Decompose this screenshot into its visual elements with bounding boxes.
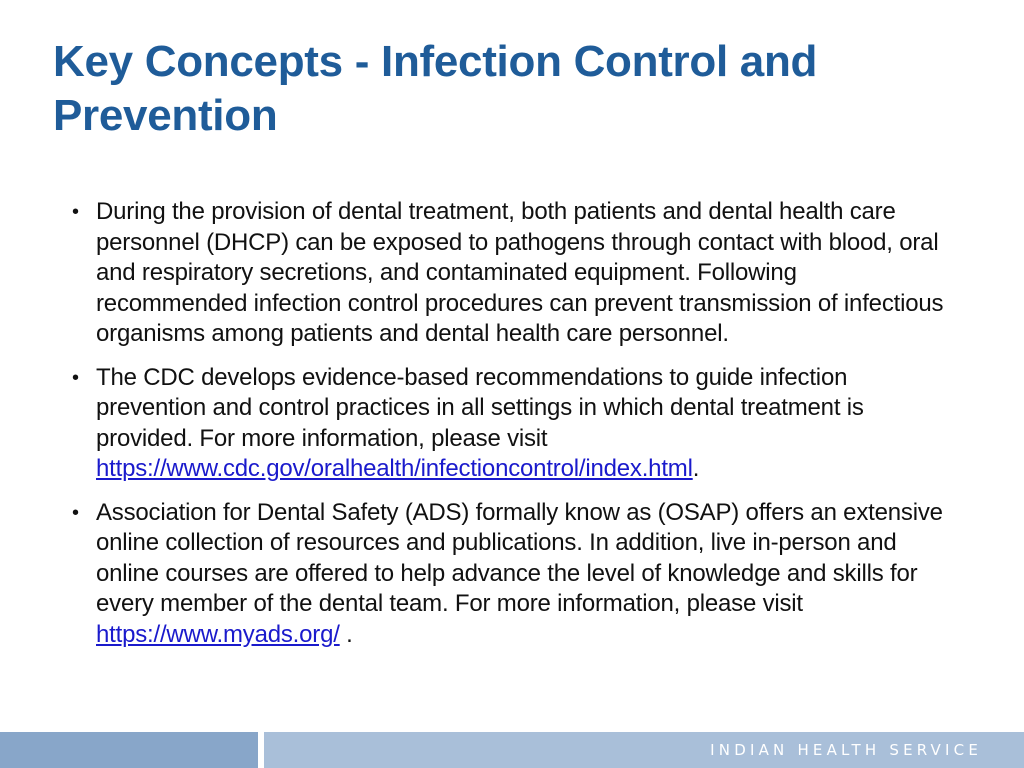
footer-band [264,732,1024,768]
bullet-marker: • [72,366,79,389]
bullet-item-dhcp-exposure [72,197,952,350]
bullet-item-cdc [72,363,952,485]
bullet-text: Association for Dental Safety (ADS) formally know as (OSAP) offers an extensive online collection of resources and publications. In addition, live in-person and online courses are offered to help advance the level of knowledge and skills for every member of the dental team. For more information, please visit [96,498,943,617]
bullet-text-after: . [692,455,700,482]
bullet-text: The CDC develops evidence-based recommendations to guide infection prevention and control practices in all settings in which dental treatment is provided. For more information, please visit [96,363,864,452]
bullet-list [72,197,952,663]
cdc-link[interactable]: https://www.cdc.gov/oralhealth/infectioncontrol/index.html [96,455,693,482]
footer-accent-block [0,732,258,768]
bullet-marker: • [72,201,79,223]
bullet-marker: • [72,501,79,524]
bullet-text-after: . [339,620,353,648]
bullet-item-ads [72,498,952,651]
footer-bar [0,732,1024,768]
footer-label: INDIAN HEALTH SERVICE [710,741,982,759]
slide-title: Key Concepts - Infection Control and Prevention [53,37,818,140]
ads-link[interactable]: https://www.myads.org/ [96,620,340,648]
bullet-text: During the provision of dental treatment, both patients and dental health care personnel (DHCP) can be exposed to pathogens through contact with blood, oral and respiratory secretions, and contaminated equipment. Following recommended infection control procedures can prevent transmission of infectious organisms among patients and dental health care personnel. [96,198,944,347]
